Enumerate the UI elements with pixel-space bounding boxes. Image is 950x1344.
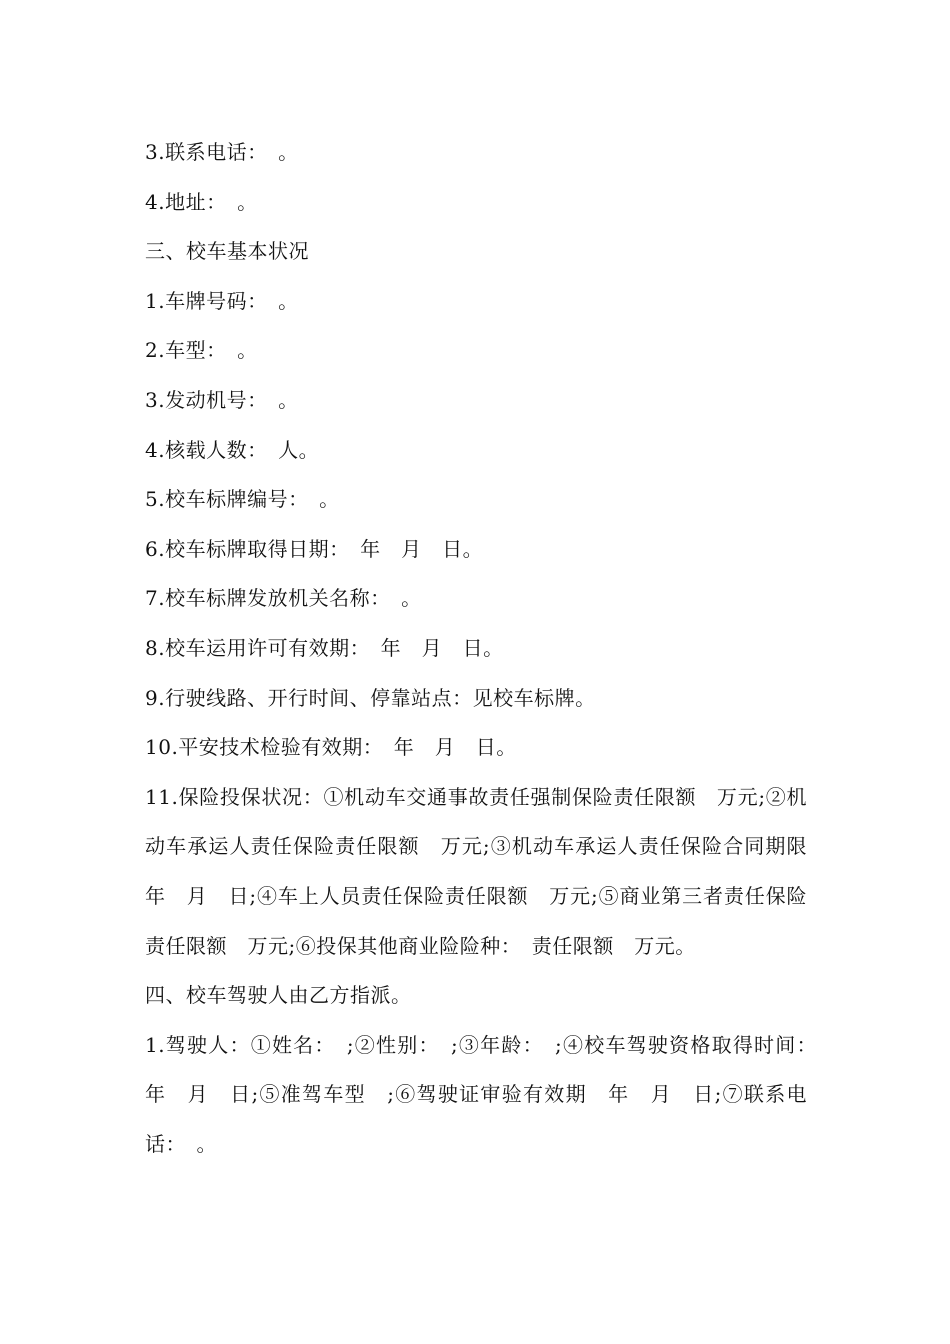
contact-phone-line: 3.联系电话： 。 (145, 140, 299, 164)
section-four-heading: 四、校车驾驶人由乙方指派。 (145, 983, 412, 1008)
badge-number-line: 5.校车标牌编号： 。 (145, 487, 340, 512)
capacity-line: 4.核载人数： 人。 (145, 437, 320, 462)
route-line: 9.行驶线路、开行时间、停靠站点：见校车标牌。 (145, 685, 596, 710)
document-page (145, 128, 828, 1169)
badge-authority-line: 7.校车标牌发放机关名称： 。 (145, 586, 422, 611)
engine-number-line: 3.发动机号： 。 (145, 387, 299, 412)
permit-validity-line: 8.校车运用许可有效期： 年 月 日。 (145, 635, 504, 660)
vehicle-model-line: 2.车型： 。 (145, 338, 258, 363)
driver-paragraph: 1.驾驶人：①姓名： ;②性别： ;③年龄： ;④校车驾驶资格取得时间： 年 月 日;⑤准驾车型 ;⑥驾驶证审验有效期 年 月 日;⑦联系电话： 。 (145, 1032, 828, 1156)
safety-inspection-line: 10.平安技术检验有效期： 年 月 日。 (145, 735, 517, 760)
badge-date-line: 6.校车标牌取得日期： 年 月 日。 (145, 536, 484, 561)
plate-number-line: 1.车牌号码： 。 (145, 288, 299, 313)
section-three-heading: 三、校车基本状况 (145, 239, 309, 264)
address-line: 4.地址： 。 (145, 189, 258, 214)
insurance-paragraph: 11.保险投保状况：①机动车交通事故责任强制保险责任限额 万元;②机动车承运人责任保险责任限额 万元;③机动车承运人责任保险合同期限 年 月 日;④车上人员责任保险责任限额 万元;⑤商业第三者责任保险责任限额 万元;⑥投保其他商业险险种： 责任限额 万元。 (145, 784, 828, 958)
